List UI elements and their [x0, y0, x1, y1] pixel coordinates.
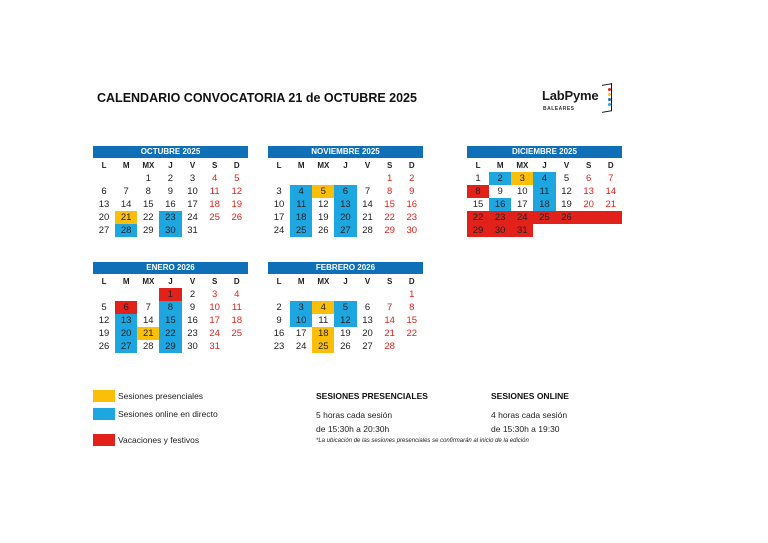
calendar-day: 4 — [212, 173, 218, 184]
legend-label: Sesiones online en directo — [118, 409, 218, 419]
calendar-day: 15 — [406, 315, 418, 326]
legend-swatch-yellow — [93, 390, 115, 402]
calendar-day: 25 — [231, 328, 243, 339]
weekday-header: V — [563, 161, 570, 170]
calendar-day: 7 — [608, 173, 614, 184]
calendar-day: 4 — [290, 185, 312, 198]
logo-dot — [608, 93, 611, 96]
calendar-day: 28 — [384, 341, 395, 352]
calendar-day: 2 — [276, 302, 282, 313]
calendar-month — [268, 146, 423, 237]
calendar-day: 30 — [187, 341, 198, 352]
calendar-day: 7 — [364, 186, 371, 197]
calendar-day: 30 — [159, 224, 181, 237]
calendar-day: 25 — [290, 224, 312, 237]
calendar-day: 2 — [167, 173, 174, 184]
month-title: DICIEMBRE 2025 — [467, 146, 622, 158]
calendar-day: 1 — [409, 289, 415, 300]
weekday-header: S — [212, 277, 218, 286]
legend-vacaciones — [93, 434, 343, 448]
weekday-header: D — [408, 161, 415, 170]
calendar-month — [93, 262, 248, 353]
calendar-day: 14 — [384, 315, 395, 326]
calendar-day: 7 — [145, 302, 151, 313]
calendar-day: 25 — [533, 211, 555, 224]
calendar-day: 19 — [318, 212, 329, 223]
empty-day-cell — [93, 288, 115, 301]
legend-label: Vacaciones y festivos — [118, 435, 200, 445]
calendar-day: 6 — [586, 173, 592, 184]
calendar-day: 15 — [143, 199, 154, 210]
calendar-month — [467, 146, 622, 237]
month-title: FEBRERO 2026 — [268, 262, 423, 274]
weekday-header: J — [343, 277, 348, 286]
calendar-month — [93, 146, 248, 237]
calendar-day: 10 — [187, 186, 198, 197]
calendar-day: 26 — [340, 341, 351, 352]
weekday-header: L — [101, 161, 107, 170]
calendar-day: 28 — [115, 224, 137, 237]
calendar-day: 15 — [159, 314, 181, 327]
calendar-day: 14 — [143, 315, 154, 326]
weekday-header: S — [212, 161, 218, 170]
weekday-header: J — [168, 161, 173, 170]
empty-day-cell — [115, 172, 137, 185]
calendar-day: 11 — [209, 186, 220, 197]
calendar-day: 4 — [234, 289, 240, 300]
calendar-day: 5 — [312, 185, 334, 198]
calendar-day: 19 — [231, 199, 243, 210]
calendar-day: 1 — [145, 173, 151, 184]
calendar-day: 5 — [334, 301, 356, 314]
weekday-header: S — [586, 161, 592, 170]
calendar-day: 19 — [98, 328, 110, 339]
calendar-day: 31 — [187, 225, 198, 236]
calendar-day: 18 — [312, 327, 334, 340]
weekday-header: M — [122, 161, 130, 170]
logo-name: LabPyme — [542, 88, 599, 103]
calendar-day: 21 — [362, 212, 373, 223]
calendar-day: 24 — [187, 212, 198, 223]
calendar-day: 13 — [115, 314, 137, 327]
calendar-day: 27 — [362, 341, 373, 352]
weekday-header: MX — [142, 277, 155, 286]
location-note: *La ubicación de las sesiones presenciales se confirmarán al inicio de la edición — [316, 438, 529, 444]
calendar-day: 12 — [561, 186, 572, 197]
weekday-header: S — [387, 161, 393, 170]
weekday-header: M — [122, 277, 130, 286]
month-grid — [268, 276, 423, 353]
month-title: ENERO 2026 — [93, 262, 248, 274]
calendar-day: 11 — [318, 315, 329, 326]
calendar-day: 12 — [98, 315, 110, 326]
calendar-day: 6 — [334, 185, 356, 198]
calendar-day: 26 — [556, 211, 578, 224]
calendar-day: 29 — [159, 340, 181, 353]
calendar-day: 4 — [533, 172, 555, 185]
calendar-day: 3 — [189, 173, 196, 184]
empty-day-cell — [115, 288, 137, 301]
logo-dot — [608, 98, 611, 101]
weekday-header: MX — [317, 161, 330, 170]
legend-online — [93, 408, 343, 422]
calendar-day: 11 — [290, 198, 312, 211]
calendar-day: 20 — [362, 328, 373, 339]
weekday-header: J — [343, 161, 348, 170]
calendar-day: 22 — [406, 328, 418, 339]
calendar-day: 21 — [384, 328, 395, 339]
weekday-header: MX — [516, 161, 529, 170]
weekday-header: L — [276, 277, 282, 286]
calendar-day: 15 — [384, 199, 395, 210]
logo-dots — [608, 88, 612, 108]
calendar-day: 24 — [511, 211, 533, 224]
empty-day-cell — [268, 288, 290, 301]
calendar-day: 30 — [406, 225, 418, 236]
calendar-day: 30 — [489, 224, 511, 237]
weekday-header: V — [364, 277, 371, 286]
calendar-day: 18 — [209, 199, 220, 210]
online-schedule: de 15:30h a 19:30 — [491, 424, 560, 434]
calendar-day: 16 — [165, 199, 176, 210]
presenciales-title: SESIONES PRESENCIALES — [316, 391, 428, 401]
calendar-day: 14 — [120, 199, 132, 210]
calendar-day: 13 — [362, 315, 373, 326]
weekday-header: V — [364, 161, 371, 170]
weekday-header: M — [297, 161, 305, 170]
weekday-header: MX — [142, 161, 155, 170]
online-title: SESIONES ONLINE — [491, 391, 569, 401]
calendar-day: 22 — [384, 212, 395, 223]
calendar-day: 12 — [334, 314, 356, 327]
empty-day-cell — [357, 288, 379, 301]
calendar-day: 2 — [409, 173, 415, 184]
calendar-day: 31 — [511, 224, 533, 237]
calendar-day: 29 — [467, 224, 489, 237]
calendar-day: 8 — [159, 301, 181, 314]
empty-day-cell — [290, 172, 312, 185]
empty-day-cell — [312, 172, 334, 185]
calendar-day: 3 — [511, 172, 533, 185]
calendar-day: 23 — [187, 328, 198, 339]
calendar-day: 8 — [467, 185, 489, 198]
calendar-day: 21 — [137, 327, 159, 340]
calendar-day: 13 — [98, 199, 110, 210]
calendar-day: 15 — [472, 199, 484, 210]
month-title: NOVIEMBRE 2025 — [268, 146, 423, 158]
calendar-day: 1 — [387, 173, 393, 184]
calendar-day: 22 — [159, 327, 181, 340]
weekday-header: M — [297, 277, 305, 286]
calendar-day: 2 — [189, 289, 196, 300]
calendar-day: 8 — [409, 302, 415, 313]
weekday-header: D — [607, 161, 614, 170]
calendar-day: 28 — [362, 225, 373, 236]
calendar-day: 17 — [187, 199, 198, 210]
weekday-header: L — [101, 277, 107, 286]
month-grid — [467, 160, 622, 237]
empty-day-cell — [268, 172, 290, 185]
empty-day-cell — [137, 288, 159, 301]
calendar-day: 11 — [533, 185, 555, 198]
calendar-day: 17 — [209, 315, 220, 326]
weekday-header: S — [387, 277, 393, 286]
calendar-day: 25 — [312, 340, 334, 353]
calendar-day: 9 — [189, 302, 196, 313]
logo-subtitle: BALEARES — [543, 106, 575, 112]
calendar-day: 23 — [406, 212, 418, 223]
calendar-day: 28 — [143, 341, 154, 352]
calendar-day: 21 — [115, 211, 137, 224]
legend-swatch-red — [93, 434, 115, 446]
calendar-day: 24 — [209, 328, 220, 339]
calendar-day: 14 — [605, 186, 617, 197]
calendar-day: 13 — [334, 198, 356, 211]
calendar-day: 4 — [312, 301, 334, 314]
calendar-day: 2 — [489, 172, 511, 185]
calendar-day: 10 — [209, 302, 220, 313]
weekday-header: V — [189, 277, 196, 286]
calendar-day: 3 — [212, 289, 218, 300]
month-grid — [93, 160, 248, 237]
calendar-day: 8 — [145, 186, 151, 197]
calendar-day: 3 — [276, 186, 282, 197]
empty-day-cell — [334, 172, 356, 185]
calendar-day: 9 — [167, 186, 174, 197]
calendar-day: 10 — [273, 199, 285, 210]
calendar-day: 24 — [273, 225, 285, 236]
calendar-day: 12 — [318, 199, 329, 210]
calendar-day: 16 — [187, 315, 198, 326]
calendar-day: 16 — [406, 199, 418, 210]
calendar-day: 21 — [605, 199, 617, 210]
empty-day-cell — [357, 172, 379, 185]
calendar-day: 20 — [98, 212, 110, 223]
calendar-day: 20 — [583, 199, 594, 210]
calendar-day: 16 — [273, 328, 285, 339]
logo-dot — [608, 103, 611, 106]
calendar-day: 17 — [295, 328, 307, 339]
calendar-day: 22 — [467, 211, 489, 224]
legend-swatch-blue — [93, 408, 115, 420]
weekday-header: M — [496, 161, 504, 170]
calendar-day: 11 — [231, 302, 242, 313]
calendar-day: 10 — [290, 314, 312, 327]
calendar-day: 18 — [290, 211, 312, 224]
calendar-day: 9 — [276, 315, 282, 326]
calendar-day: 3 — [290, 301, 312, 314]
calendar-day: 24 — [295, 341, 307, 352]
empty-day-cell — [290, 288, 312, 301]
calendar-day: 18 — [231, 315, 243, 326]
calendar-day: 8 — [387, 186, 393, 197]
calendar-day: 19 — [340, 328, 351, 339]
calendar-day: 6 — [101, 186, 107, 197]
weekday-header: V — [189, 161, 196, 170]
calendar-day: 31 — [209, 341, 220, 352]
calendar-day: 17 — [517, 199, 528, 210]
calendar-day: 12 — [231, 186, 243, 197]
calendar-day: 18 — [533, 198, 555, 211]
calendar-day: 23 — [273, 341, 285, 352]
empty-day-cell — [334, 288, 356, 301]
calendar-day: 25 — [209, 212, 220, 223]
calendar-day: 19 — [561, 199, 572, 210]
calendar-day — [578, 211, 600, 224]
calendar-day: 1 — [475, 173, 481, 184]
legend-label: Sesiones presenciales — [118, 391, 204, 401]
presenciales-schedule: de 15:30h a 20:30h — [316, 424, 390, 434]
calendar-month — [268, 262, 423, 353]
calendar-day: 17 — [273, 212, 285, 223]
calendar-day: 26 — [318, 225, 329, 236]
weekday-header: D — [233, 161, 240, 170]
calendar-day: 26 — [98, 341, 110, 352]
empty-day-cell — [312, 288, 334, 301]
empty-day-cell — [379, 288, 401, 301]
calendar-day: 14 — [362, 199, 373, 210]
calendar-day: 23 — [159, 211, 181, 224]
legend-presenciales — [93, 390, 343, 404]
calendar-day: 5 — [563, 173, 570, 184]
calendar-day: 29 — [143, 225, 154, 236]
logo-dot — [608, 88, 611, 91]
page-title: CALENDARIO CONVOCATORIA 21 de OCTUBRE 2025 — [97, 91, 417, 105]
calendar-day: 29 — [384, 225, 395, 236]
calendar-day: 5 — [101, 302, 107, 313]
calendar-day — [600, 211, 622, 224]
calendar-day: 7 — [123, 186, 129, 197]
presenciales-hours: 5 horas cada sesión — [316, 410, 393, 420]
weekday-header: L — [276, 161, 282, 170]
weekday-header: J — [168, 277, 173, 286]
calendar-day: 23 — [489, 211, 511, 224]
empty-day-cell — [93, 172, 115, 185]
calendar-day: 20 — [334, 211, 356, 224]
month-grid — [268, 160, 423, 237]
calendar-day: 5 — [234, 173, 240, 184]
labpyme-logo — [542, 82, 612, 116]
calendar-day: 20 — [115, 327, 137, 340]
online-hours: 4 horas cada sesión — [491, 410, 568, 420]
weekday-header: D — [408, 277, 415, 286]
weekday-header: MX — [317, 277, 330, 286]
weekday-header: L — [475, 161, 481, 170]
calendar-day: 26 — [231, 212, 243, 223]
calendar-day: 9 — [409, 186, 415, 197]
calendar-day: 1 — [159, 288, 181, 301]
calendar-day: 10 — [517, 186, 528, 197]
calendar-day: 7 — [387, 302, 393, 313]
calendar-day: 6 — [364, 302, 371, 313]
weekday-header: J — [542, 161, 547, 170]
calendar-day: 22 — [143, 212, 154, 223]
calendar-day: 27 — [115, 340, 137, 353]
calendar-day: 27 — [334, 224, 356, 237]
calendar-day: 13 — [583, 186, 594, 197]
month-grid — [93, 276, 248, 353]
calendar-day: 27 — [98, 225, 110, 236]
month-title: OCTUBRE 2025 — [93, 146, 248, 158]
weekday-header: D — [233, 277, 240, 286]
calendar-day: 6 — [115, 301, 137, 314]
calendar-day: 16 — [489, 198, 511, 211]
calendar-day: 9 — [497, 186, 503, 197]
